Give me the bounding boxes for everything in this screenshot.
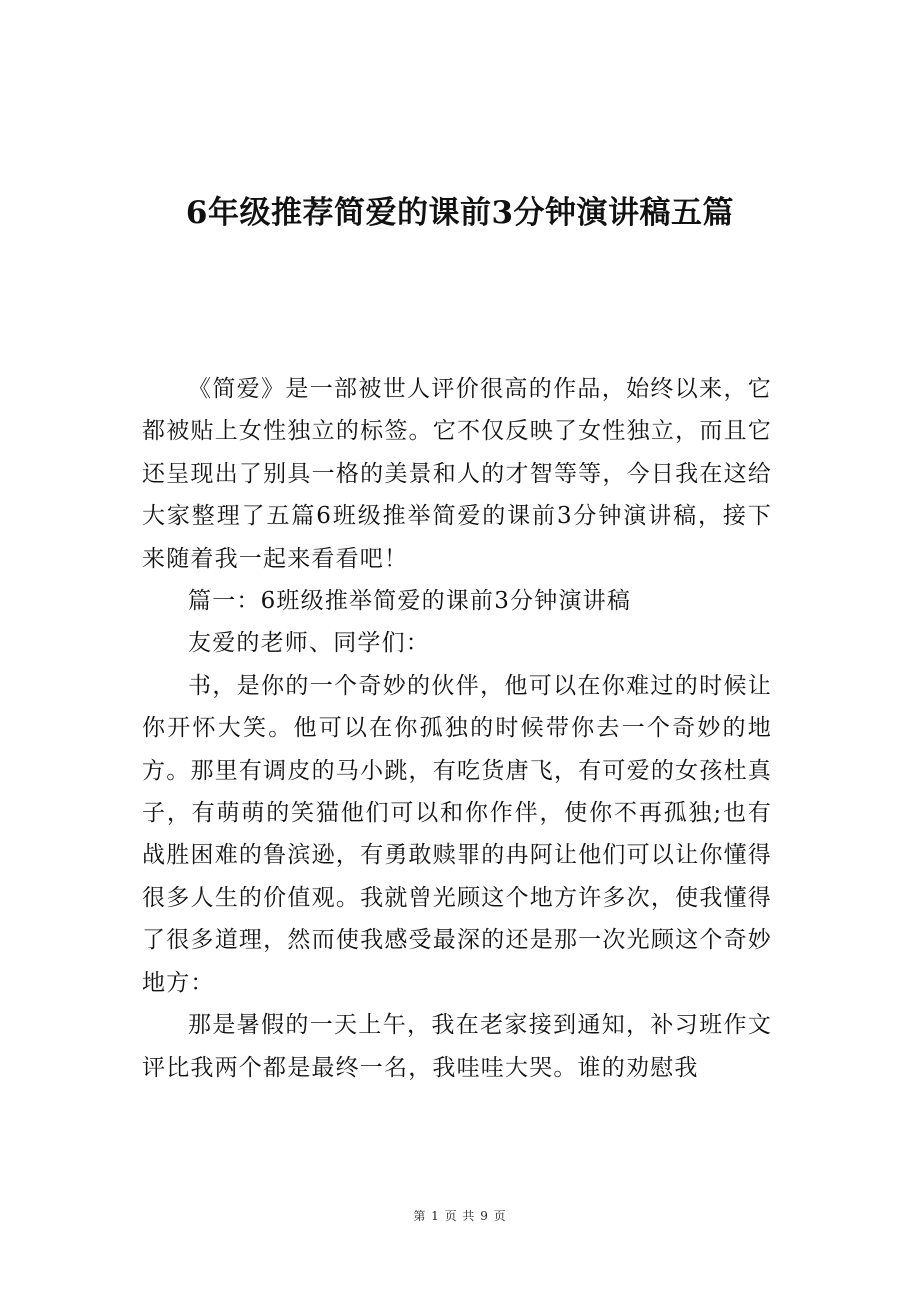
document-title: 6年级推荐简爱的课前3分钟演讲稿五篇	[185, 195, 735, 231]
section-heading: 篇一：6班级推举简爱的课前3分钟演讲稿	[188, 588, 632, 615]
document-body	[142, 368, 772, 1089]
salutation-paragraph: 友爱的老师、同学们：	[188, 630, 430, 657]
body-paragraph: 书，是你的一个奇妙的伙伴，他可以在你难过的时候让你开怀大笑。他可以在你孤独的时候带你去一个奇妙的地方。那里有调皮的马小跳，有吃货唐飞，有可爱的女孩杜真子，有萌萌的笑猫他们可以和你作伴，使你不再孤独;也有战胜困难的鲁滨逊，有勇敢赎罪的冉阿让他们可以让你懂得很多人生的价值观。我就曾光顾这个地方许多次，使我懂得了很多道理，然而使我感受最深的还是那一次光顾这个奇妙地方：	[142, 672, 772, 996]
intro-paragraph: 《简爱》是一部被世人评价很高的作品，始终以来，它都被贴上女性独立的标签。它不仅反映了女性独立，而且它还呈现出了别具一格的美景和人的才智等等，今日我在这给大家整理了五篇6班级推举简爱的课前3分钟演讲稿，接下来随着我一起来看看吧！	[142, 376, 772, 572]
body-paragraph: 那是暑假的一天上午，我在老家接到通知，补习班作文评比我两个都是最终一名，我哇哇大哭。谁的劝慰我	[142, 1012, 772, 1081]
page-number-footer: 第 1 页 共 9 页	[413, 1209, 507, 1223]
